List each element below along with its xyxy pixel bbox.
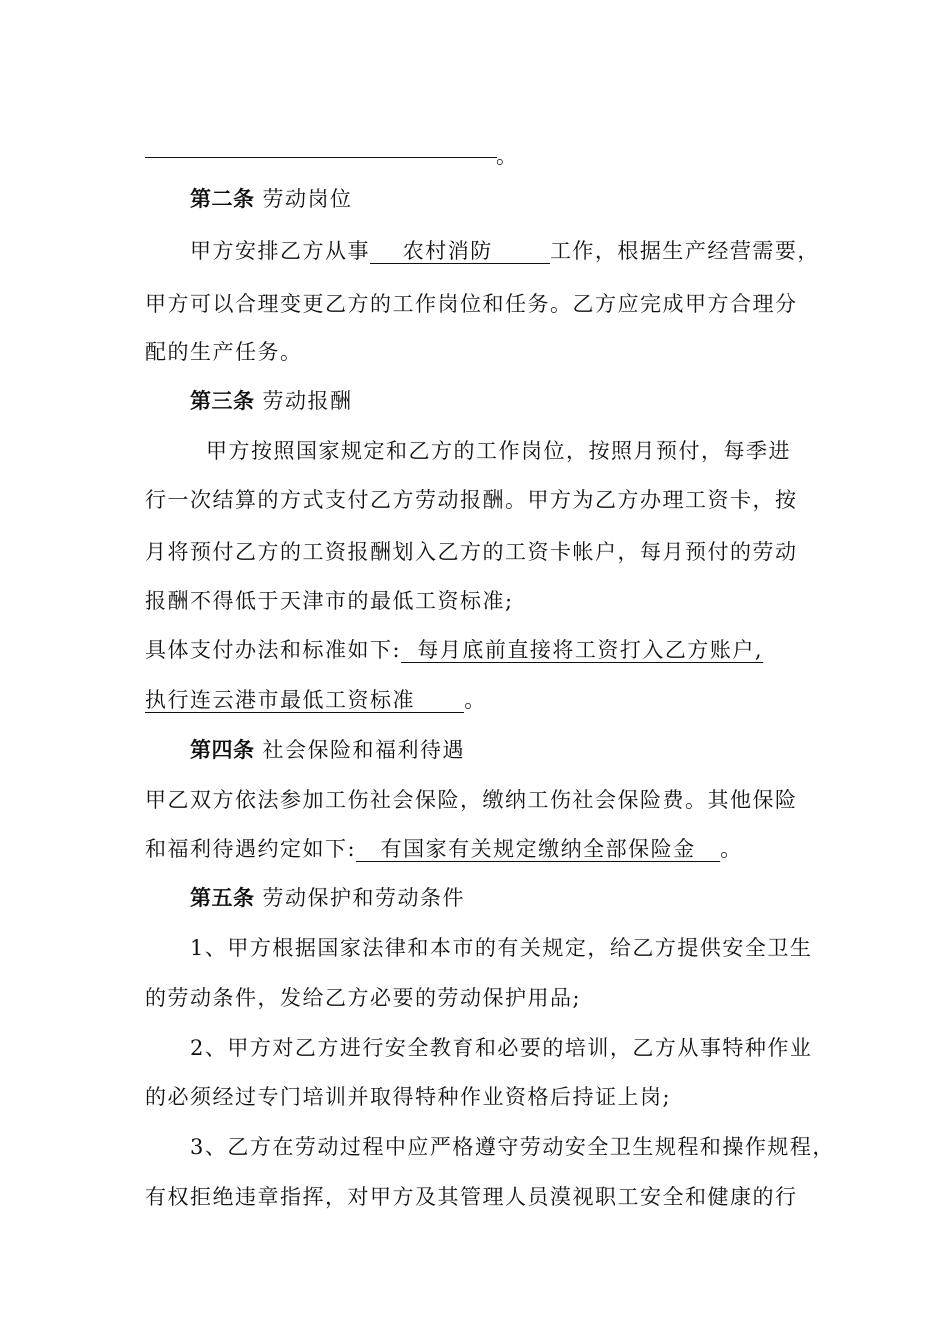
- list-item-line: 的劳动条件，发给乙方必要的劳动保护用品;: [145, 986, 582, 1010]
- paragraph-line: [190, 236, 830, 266]
- fill-in-blank-line: [145, 157, 497, 158]
- paragraph-line: 行一次结算的方式支付乙方劳动报酬。甲方为乙方办理工资卡，按: [145, 488, 798, 512]
- article-number: 第二条: [190, 186, 255, 211]
- article-number: 第五条: [190, 885, 255, 910]
- article-title: 劳动岗位: [262, 187, 353, 211]
- paragraph-line: 甲方按照国家规定和乙方的工作岗位，按照月预付，每季进: [206, 439, 791, 463]
- list-item-line: 2、甲方对乙方进行安全教育和必要的培训，乙方从事特种作业: [190, 1036, 813, 1060]
- paragraph-line: 月将预付乙方的工资报酬划入乙方的工资卡帐户，每月预付的劳动: [145, 540, 798, 564]
- text: 具体支付办法和标准如下:: [145, 638, 402, 662]
- article-number: 第三条: [190, 388, 255, 413]
- period: 。: [496, 144, 517, 168]
- period: 。: [720, 837, 743, 861]
- list-item-line: 1、甲方根据国家法律和本市的有关规定，给乙方提供安全卫生: [190, 936, 813, 960]
- article-2-heading: [190, 184, 830, 214]
- article-title: 社会保险和福利待遇: [262, 738, 465, 762]
- list-item-line: 3、乙方在劳动过程中应严格遵守劳动安全卫生规程和操作规程，: [190, 1135, 835, 1159]
- paragraph-line: 报酬不得低于天津市的最低工资标准;: [145, 589, 514, 613]
- paragraph-line: 甲方可以合理变更乙方的工作岗位和任务。乙方应完成甲方合理分: [145, 292, 798, 316]
- list-item-line: 有权拒绝违章指挥，对甲方及其管理人员漠视职工安全和健康的行: [145, 1185, 798, 1209]
- article-4-heading: [190, 735, 830, 765]
- article-3-heading: [190, 386, 830, 416]
- text: 甲方安排乙方从事: [190, 239, 370, 263]
- article-title: 劳动报酬: [262, 389, 353, 413]
- list-item-line: 的必须经过专门培训并取得特种作业资格后持证上岗;: [145, 1085, 672, 1109]
- period: 。: [464, 688, 487, 712]
- article-title: 劳动保护和劳动条件: [262, 886, 465, 910]
- paragraph-line: 配的生产任务。: [145, 340, 303, 364]
- paragraph-line: [145, 685, 825, 715]
- text: 和福利待遇约定如下:: [145, 837, 357, 861]
- article-number: 第四条: [190, 737, 255, 762]
- filled-blank: 每月底前直接将工资打入乙方账户,: [401, 638, 764, 662]
- article-5-heading: [190, 883, 830, 913]
- paragraph-line: [145, 635, 825, 665]
- paragraph-line: 甲乙双方依法参加工伤社会保险，缴纳工伤社会保险费。其他保险: [145, 788, 798, 812]
- filled-blank: 执行连云港市最低工资标准: [145, 688, 465, 712]
- text: 工作，根据生产经营需要，: [549, 239, 820, 263]
- paragraph-line: [145, 834, 825, 864]
- filled-blank: 农村消防: [370, 239, 550, 263]
- filled-blank: 有国家有关规定缴纳全部保险金: [356, 837, 721, 861]
